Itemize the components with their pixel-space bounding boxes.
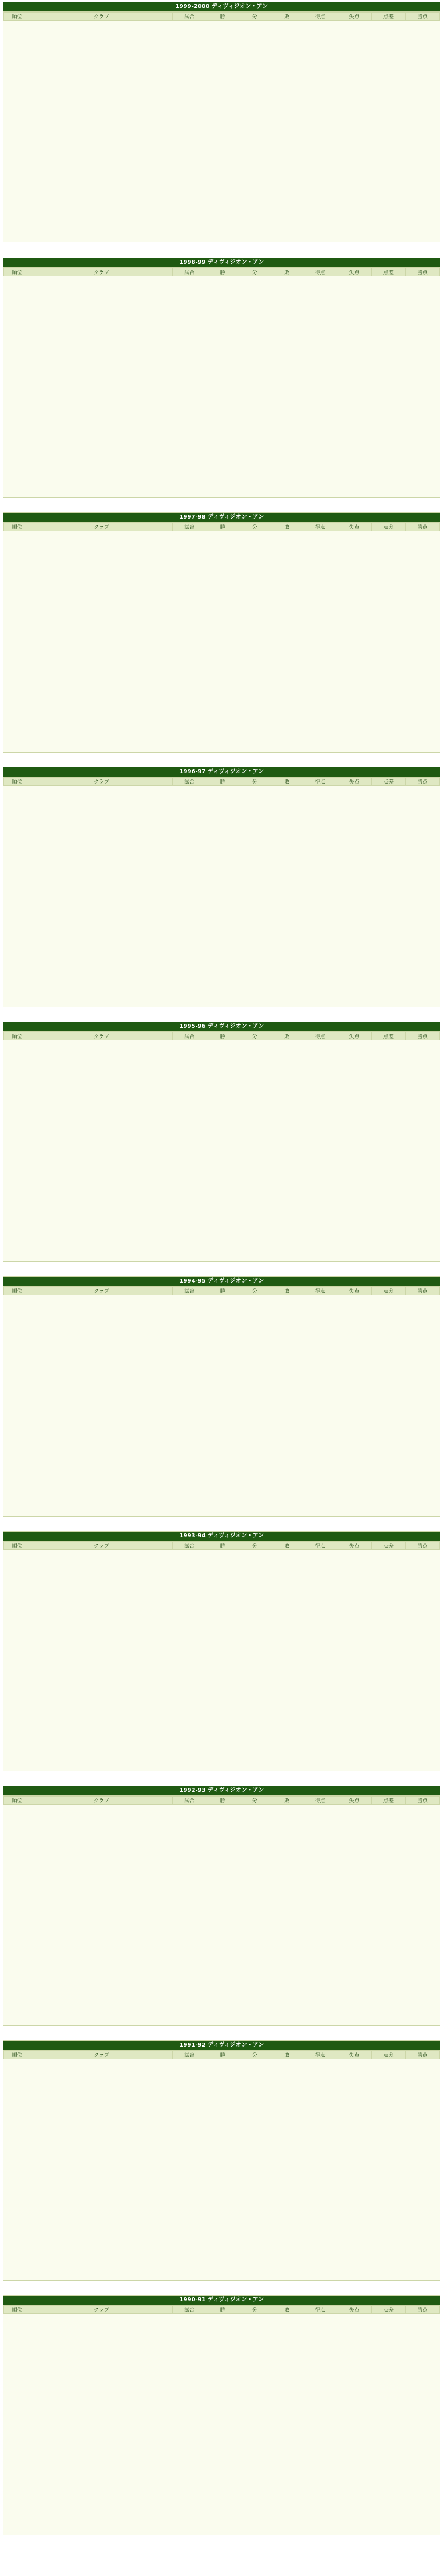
season-title: 1996-97 ディヴィジオン・アン <box>3 767 440 777</box>
column-header-won: 勝 <box>206 2051 239 2059</box>
column-header-goal-diff: 点差 <box>371 1542 406 1550</box>
standings-table <box>3 268 440 276</box>
column-header-lost: 敗 <box>271 778 303 786</box>
column-header-rank: 順位 <box>4 1797 30 1805</box>
column-header-goals-against: 失点 <box>337 268 372 276</box>
column-header-goals-against: 失点 <box>337 13 372 21</box>
column-header-goals-for: 得点 <box>303 1542 337 1550</box>
column-header-goal-diff: 点差 <box>371 523 406 531</box>
standings-table <box>3 1541 440 1550</box>
column-header-rank: 順位 <box>4 1542 30 1550</box>
column-header-played: 試合 <box>172 2051 206 2059</box>
column-header-lost: 敗 <box>271 13 303 21</box>
column-header-goal-diff: 点差 <box>371 1287 406 1295</box>
column-header-played: 試合 <box>172 268 206 276</box>
season-table <box>3 2 440 242</box>
column-header-won: 勝 <box>206 1797 239 1805</box>
column-header-points: 勝点 <box>406 1797 440 1805</box>
season-title: 1994-95 ディヴィジオン・アン <box>3 1277 440 1287</box>
column-header-goals-against: 失点 <box>337 1032 372 1040</box>
column-header-club: クラブ <box>30 13 172 21</box>
season-table <box>3 1531 440 1771</box>
column-header-club: クラブ <box>30 1542 172 1550</box>
column-header-won: 勝 <box>206 778 239 786</box>
column-header-drawn: 分 <box>239 1032 271 1040</box>
season-title: 1995-96 ディヴィジオン・アン <box>3 1022 440 1032</box>
standings-table <box>3 12 440 21</box>
column-header-won: 勝 <box>206 1542 239 1550</box>
column-header-goals-for: 得点 <box>303 1287 337 1295</box>
column-header-club: クラブ <box>30 1032 172 1040</box>
column-header-goals-for: 得点 <box>303 523 337 531</box>
header-row <box>4 1287 440 1295</box>
column-header-won: 勝 <box>206 268 239 276</box>
column-header-goal-diff: 点差 <box>371 13 406 21</box>
header-row <box>4 1797 440 1805</box>
header-row <box>4 13 440 21</box>
column-header-rank: 順位 <box>4 1287 30 1295</box>
column-header-club: クラブ <box>30 778 172 786</box>
column-header-played: 試合 <box>172 523 206 531</box>
header-row <box>4 1542 440 1550</box>
column-header-played: 試合 <box>172 1797 206 1805</box>
season-title: 1991-92 ディヴィジオン・アン <box>3 2041 440 2051</box>
season-title: 1999-2000 ディヴィジオン・アン <box>3 2 440 12</box>
season-table <box>3 2040 440 2281</box>
column-header-goals-for: 得点 <box>303 778 337 786</box>
standings-table <box>3 2051 440 2059</box>
column-header-won: 勝 <box>206 1032 239 1040</box>
column-header-lost: 敗 <box>271 2051 303 2059</box>
header-row <box>4 1032 440 1040</box>
column-header-points: 勝点 <box>406 523 440 531</box>
column-header-lost: 敗 <box>271 1032 303 1040</box>
column-header-points: 勝点 <box>406 268 440 276</box>
column-header-rank: 順位 <box>4 2051 30 2059</box>
standings-table <box>3 1796 440 1805</box>
column-header-goals-for: 得点 <box>303 1797 337 1805</box>
column-header-drawn: 分 <box>239 13 271 21</box>
column-header-rank: 順位 <box>4 1032 30 1040</box>
column-header-points: 勝点 <box>406 1287 440 1295</box>
column-header-goals-for: 得点 <box>303 13 337 21</box>
column-header-played: 試合 <box>172 1287 206 1295</box>
column-header-points: 勝点 <box>406 1542 440 1550</box>
column-header-goals-against: 失点 <box>337 2051 372 2059</box>
season-table <box>3 258 440 498</box>
header-row <box>4 2051 440 2059</box>
season-table <box>3 1022 440 1262</box>
column-header-rank: 順位 <box>4 523 30 531</box>
season-table <box>3 1786 440 2026</box>
column-header-points: 勝点 <box>406 1032 440 1040</box>
column-header-goals-for: 得点 <box>303 2051 337 2059</box>
column-header-drawn: 分 <box>239 1542 271 1550</box>
season-title: 1993-94 ディヴィジオン・アン <box>3 1532 440 1541</box>
column-header-goals-for: 得点 <box>303 1032 337 1040</box>
column-header-played: 試合 <box>172 1032 206 1040</box>
column-header-goals-against: 失点 <box>337 2306 372 2314</box>
column-header-drawn: 分 <box>239 268 271 276</box>
season-title: 1998-99 ディヴィジオン・アン <box>3 258 440 268</box>
column-header-drawn: 分 <box>239 2306 271 2314</box>
column-header-club: クラブ <box>30 2051 172 2059</box>
season-title: 1992-93 ディヴィジオン・アン <box>3 1786 440 1796</box>
column-header-points: 勝点 <box>406 13 440 21</box>
column-header-lost: 敗 <box>271 523 303 531</box>
season-table <box>3 1276 440 1517</box>
column-header-club: クラブ <box>30 523 172 531</box>
column-header-points: 勝点 <box>406 2051 440 2059</box>
column-header-goal-diff: 点差 <box>371 1797 406 1805</box>
column-header-drawn: 分 <box>239 1797 271 1805</box>
column-header-goals-against: 失点 <box>337 778 372 786</box>
column-header-club: クラブ <box>30 1797 172 1805</box>
season-title: 1990-91 ディヴィジオン・アン <box>3 2296 440 2305</box>
standings-table <box>3 523 440 531</box>
column-header-goals-against: 失点 <box>337 1542 372 1550</box>
column-header-goal-diff: 点差 <box>371 2051 406 2059</box>
header-row <box>4 268 440 276</box>
column-header-won: 勝 <box>206 1287 239 1295</box>
column-header-goal-diff: 点差 <box>371 778 406 786</box>
column-header-played: 試合 <box>172 2306 206 2314</box>
column-header-lost: 敗 <box>271 268 303 276</box>
season-table <box>3 767 440 1007</box>
column-header-club: クラブ <box>30 1287 172 1295</box>
column-header-rank: 順位 <box>4 2306 30 2314</box>
column-header-played: 試合 <box>172 778 206 786</box>
column-header-played: 試合 <box>172 13 206 21</box>
column-header-won: 勝 <box>206 2306 239 2314</box>
standings-table <box>3 777 440 786</box>
column-header-rank: 順位 <box>4 268 30 276</box>
column-header-club: クラブ <box>30 268 172 276</box>
header-row <box>4 523 440 531</box>
standings-table <box>3 1287 440 1295</box>
header-row <box>4 778 440 786</box>
column-header-goals-against: 失点 <box>337 523 372 531</box>
column-header-club: クラブ <box>30 2306 172 2314</box>
column-header-goal-diff: 点差 <box>371 2306 406 2314</box>
column-header-goals-against: 失点 <box>337 1797 372 1805</box>
standings-table <box>3 1032 440 1040</box>
column-header-won: 勝 <box>206 523 239 531</box>
column-header-lost: 敗 <box>271 2306 303 2314</box>
column-header-drawn: 分 <box>239 778 271 786</box>
column-header-goal-diff: 点差 <box>371 1032 406 1040</box>
header-row <box>4 2306 440 2314</box>
column-header-rank: 順位 <box>4 13 30 21</box>
column-header-goals-for: 得点 <box>303 268 337 276</box>
column-header-played: 試合 <box>172 1542 206 1550</box>
season-title: 1997-98 ディヴィジオン・アン <box>3 513 440 523</box>
column-header-goals-for: 得点 <box>303 2306 337 2314</box>
column-header-rank: 順位 <box>4 778 30 786</box>
column-header-drawn: 分 <box>239 1287 271 1295</box>
column-header-drawn: 分 <box>239 2051 271 2059</box>
season-table <box>3 2295 440 2535</box>
season-table <box>3 512 440 753</box>
column-header-goal-diff: 点差 <box>371 268 406 276</box>
column-header-lost: 敗 <box>271 1542 303 1550</box>
column-header-drawn: 分 <box>239 523 271 531</box>
column-header-lost: 敗 <box>271 1797 303 1805</box>
column-header-goals-against: 失点 <box>337 1287 372 1295</box>
column-header-points: 勝点 <box>406 2306 440 2314</box>
column-header-lost: 敗 <box>271 1287 303 1295</box>
column-header-points: 勝点 <box>406 778 440 786</box>
column-header-won: 勝 <box>206 13 239 21</box>
standings-table <box>3 2305 440 2314</box>
